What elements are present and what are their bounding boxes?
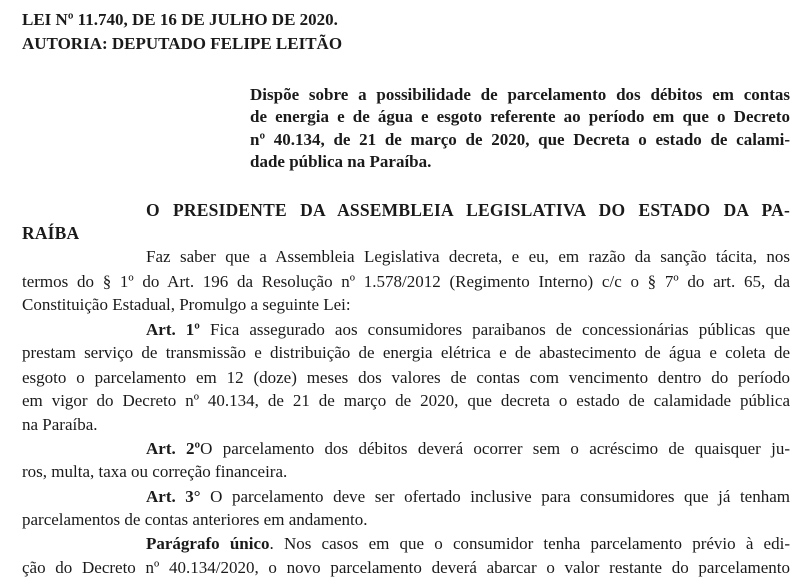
article-1-text: Fica assegurado aos consumidores paraibanos de concessionárias públicas que (199, 320, 790, 339)
law-title: LEI Nº 11.740, DE 16 DE JULHO DE 2020. (22, 10, 338, 29)
ementa-line: nº 40.134, de 21 de março de 2020, que Decreta o estado de calami- (250, 130, 790, 149)
ementa-line: de energia e de água e esgoto referente ao período em que o Decreto (250, 107, 790, 126)
sole-paragraph-text: . Nos casos em que o consumidor tenha parcelamento prévio à edi- (269, 534, 790, 553)
article-1-line: na Paraíba. (22, 415, 98, 434)
ementa-line: Dispõe sobre a possibilidade de parcelamento dos débitos em contas (250, 85, 790, 104)
sole-paragraph-first-line (146, 533, 790, 555)
article-2-line: ros, multa, taxa ou correção financeira. (22, 462, 288, 481)
preamble-line: Constituição Estadual, Promulgo a seguinte Lei: (22, 295, 351, 314)
article-3-line: parcelamentos de contas anteriores em andamento. (22, 510, 368, 529)
preamble-line: Faz saber que a Assembleia Legislativa decreta, e eu, em razão da sanção tácita, nos (146, 247, 790, 266)
preamble-line: termos do § 1º do Art. 196 da Resolução nº 1.578/2012 (Regimento Interno) c/c o § 7º do art. 65, da (22, 272, 790, 291)
article-3-text: O parcelamento deve ser ofertado inclusive para consumidores que já tenham (200, 487, 790, 506)
sole-paragraph-label: Parágrafo único (146, 534, 270, 553)
article-1-line: esgoto o parcelamento em 12 (doze) meses dos valores de contas com vencimento dentro do período (22, 368, 790, 387)
article-3-label: Art. 3° (146, 487, 201, 506)
article-3-first-line (146, 486, 790, 508)
article-2-text: O parcelamento dos débitos deverá ocorrer sem o acréscimo de quaisquer ju- (200, 439, 790, 458)
article-1-line: em vigor do Decreto nº 40.134, de 21 de março de 2020, que decreta o estado de calamidade pública (22, 391, 790, 410)
preamble-heading-continuation: RAÍBA (22, 223, 80, 243)
law-authorship: AUTORIA: DEPUTADO FELIPE LEITÃO (22, 34, 343, 53)
ementa-line: dade pública na Paraíba. (250, 152, 432, 171)
article-1-first-line (146, 319, 790, 341)
article-1-line: prestam serviço de transmissão e distribuição de energia elétrica e de abastecimento de água e coleta de (22, 343, 790, 362)
sole-paragraph-line: ção do Decreto nº 40.134/2020, o novo parcelamento deverá abarcar o valor restante do parcelamento (22, 558, 790, 577)
article-2-label: Art. 2º (146, 439, 201, 458)
preamble-heading: O PRESIDENTE DA ASSEMBLEIA LEGISLATIVA DO ESTADO DA PA- (146, 200, 790, 220)
article-2-first-line (146, 438, 790, 460)
article-1-label: Art. 1º (146, 320, 200, 339)
